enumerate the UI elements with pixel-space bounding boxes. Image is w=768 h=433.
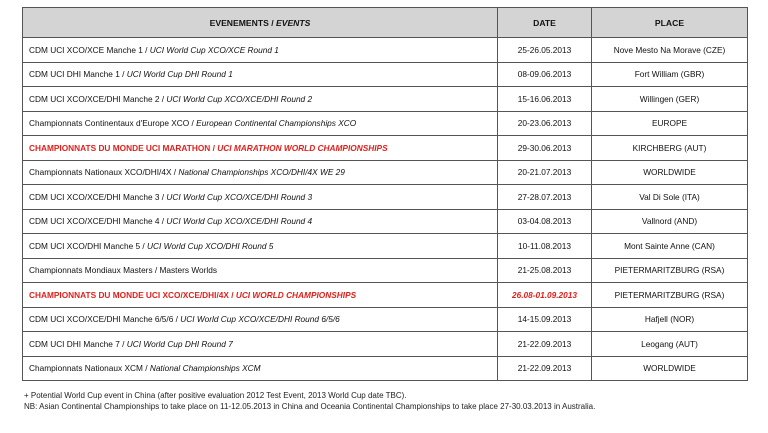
footnotes	[24, 391, 595, 412]
event-name-en: UCI World Cup XCO/DHI Round 5	[147, 240, 274, 251]
event-name-fr: Championnats Mondiaux Masters / Masters Worlds	[29, 265, 217, 276]
event-name-fr: Championnats Nationaux XCM /	[29, 363, 150, 374]
date-cell: 21-22.09.2013	[498, 356, 592, 381]
event-cell	[23, 209, 498, 234]
place-cell: Hafjell (NOR)	[592, 307, 748, 332]
date-cell: 20-21.07.2013	[498, 160, 592, 185]
place-cell: PIETERMARITZBURG (RSA)	[592, 258, 748, 283]
event-name-fr: Championnats Continentaux d'Europe XCO /	[29, 118, 197, 129]
place-cell: Fort William (GBR)	[592, 62, 748, 87]
table-row	[23, 111, 748, 136]
header-events-en: EVENTS	[275, 17, 311, 28]
event-name-fr: CDM UCI XCO/XCE/DHI Manche 2 /	[29, 93, 167, 104]
date-cell: 26.08-01.09.2013	[498, 283, 592, 308]
event-name-en: National Championships XCO/DHI/4X WE 29	[178, 167, 345, 178]
event-cell	[23, 136, 498, 161]
event-name-en: UCI MARATHON WORLD CHAMPIONSHIPS	[217, 142, 388, 153]
event-cell	[23, 234, 498, 259]
event-cell	[23, 87, 498, 112]
table-body	[23, 38, 748, 381]
date-cell: 08-09.06.2013	[498, 62, 592, 87]
table-row	[23, 307, 748, 332]
event-name-fr: CDM UCI XCO/XCE/DHI Manche 4 /	[29, 216, 167, 227]
event-name-fr: CDM UCI DHI Manche 1 /	[29, 69, 127, 80]
event-name-en: European Continental Championships XCO	[196, 118, 357, 129]
event-name-fr: CHAMPIONNATS DU MONDE UCI XCO/XCE/DHI/4X /	[29, 289, 236, 300]
footnote-continental: NB: Asian Continental Championships to take place on 11-12.05.2013 in China and Oceania Continental Championships to take place 27-30.03.2013 in Australia.	[24, 401, 596, 411]
date-cell: 29-30.06.2013	[498, 136, 592, 161]
event-name-en: UCI World Cup XCO/XCE/DHI Round 3	[166, 191, 313, 202]
event-name-fr: CDM UCI DHI Manche 7 /	[29, 338, 127, 349]
place-cell: WORLDWIDE	[592, 160, 748, 185]
table-row	[23, 332, 748, 357]
date-cell: 27-28.07.2013	[498, 185, 592, 210]
header-date: DATE	[498, 8, 592, 38]
table-row	[23, 185, 748, 210]
table-row	[23, 87, 748, 112]
date-cell: 14-15.09.2013	[498, 307, 592, 332]
table-header-row	[23, 8, 748, 38]
table-row	[23, 356, 748, 381]
event-name-en: UCI World Cup DHI Round 1	[126, 69, 233, 80]
date-cell: 21-22.09.2013	[498, 332, 592, 357]
event-name-en: UCI World Cup XCO/XCE/DHI Round 4	[166, 216, 313, 227]
event-cell	[23, 185, 498, 210]
place-cell: Mont Sainte Anne (CAN)	[592, 234, 748, 259]
table-row	[23, 283, 748, 308]
events-table	[22, 7, 748, 381]
date-cell: 15-16.06.2013	[498, 87, 592, 112]
event-name-en: UCI WORLD CHAMPIONSHIPS	[235, 289, 357, 300]
table-row	[23, 136, 748, 161]
date-cell: 10-11.08.2013	[498, 234, 592, 259]
event-name-fr: CDM UCI XCO/XCE Manche 1 /	[29, 44, 150, 55]
table-row	[23, 209, 748, 234]
event-cell	[23, 258, 498, 283]
event-cell	[23, 307, 498, 332]
table-row	[23, 160, 748, 185]
table-row	[23, 258, 748, 283]
event-name-en: UCI World Cup XCO/XCE/DHI Round 6/5/6	[180, 314, 340, 325]
place-cell: Willingen (GER)	[592, 87, 748, 112]
date-cell: 20-23.06.2013	[498, 111, 592, 136]
header-events-fr: EVENEMENTS /	[209, 17, 276, 28]
event-cell	[23, 356, 498, 381]
event-cell	[23, 283, 498, 308]
event-cell	[23, 111, 498, 136]
event-name-en: National Championships XCM	[149, 363, 261, 374]
event-name-en: UCI World Cup XCO/XCE/DHI Round 2	[166, 93, 313, 104]
event-name-en: UCI World Cup DHI Round 7	[126, 338, 233, 349]
place-cell: Nove Mesto Na Morave (CZE)	[592, 38, 748, 63]
table-row	[23, 38, 748, 63]
event-name-fr: CDM UCI XCO/XCE/DHI Manche 3 /	[29, 191, 167, 202]
date-cell: 21-25.08.2013	[498, 258, 592, 283]
place-cell: EUROPE	[592, 111, 748, 136]
place-cell: KIRCHBERG (AUT)	[592, 136, 748, 161]
table-row	[23, 62, 748, 87]
header-place: PLACE	[592, 8, 748, 38]
place-cell: Vallnord (AND)	[592, 209, 748, 234]
event-name-fr: CDM UCI XCO/DHI Manche 5 /	[29, 240, 148, 251]
event-cell	[23, 38, 498, 63]
date-cell: 25-26.05.2013	[498, 38, 592, 63]
place-cell: WORLDWIDE	[592, 356, 748, 381]
event-name-en: UCI World Cup XCO/XCE Round 1	[149, 44, 279, 55]
event-name-fr: CDM UCI XCO/XCE/DHI Manche 6/5/6 /	[29, 314, 181, 325]
event-name-fr: CHAMPIONNATS DU MONDE UCI MARATHON /	[29, 142, 218, 153]
event-cell	[23, 332, 498, 357]
event-cell	[23, 62, 498, 87]
footnote-china: + Potential World Cup event in China (after positive evaluation 2012 Test Event, 2013 World Cup date TBC).	[24, 391, 407, 400]
date-cell: 03-04.08.2013	[498, 209, 592, 234]
event-cell	[23, 160, 498, 185]
header-events	[23, 8, 498, 38]
event-name-fr: Championnats Nationaux XCO/DHI/4X /	[29, 167, 179, 178]
place-cell: Leogang (AUT)	[592, 332, 748, 357]
place-cell: PIETERMARITZBURG (RSA)	[592, 283, 748, 308]
place-cell: Val Di Sole (ITA)	[592, 185, 748, 210]
table-row	[23, 234, 748, 259]
